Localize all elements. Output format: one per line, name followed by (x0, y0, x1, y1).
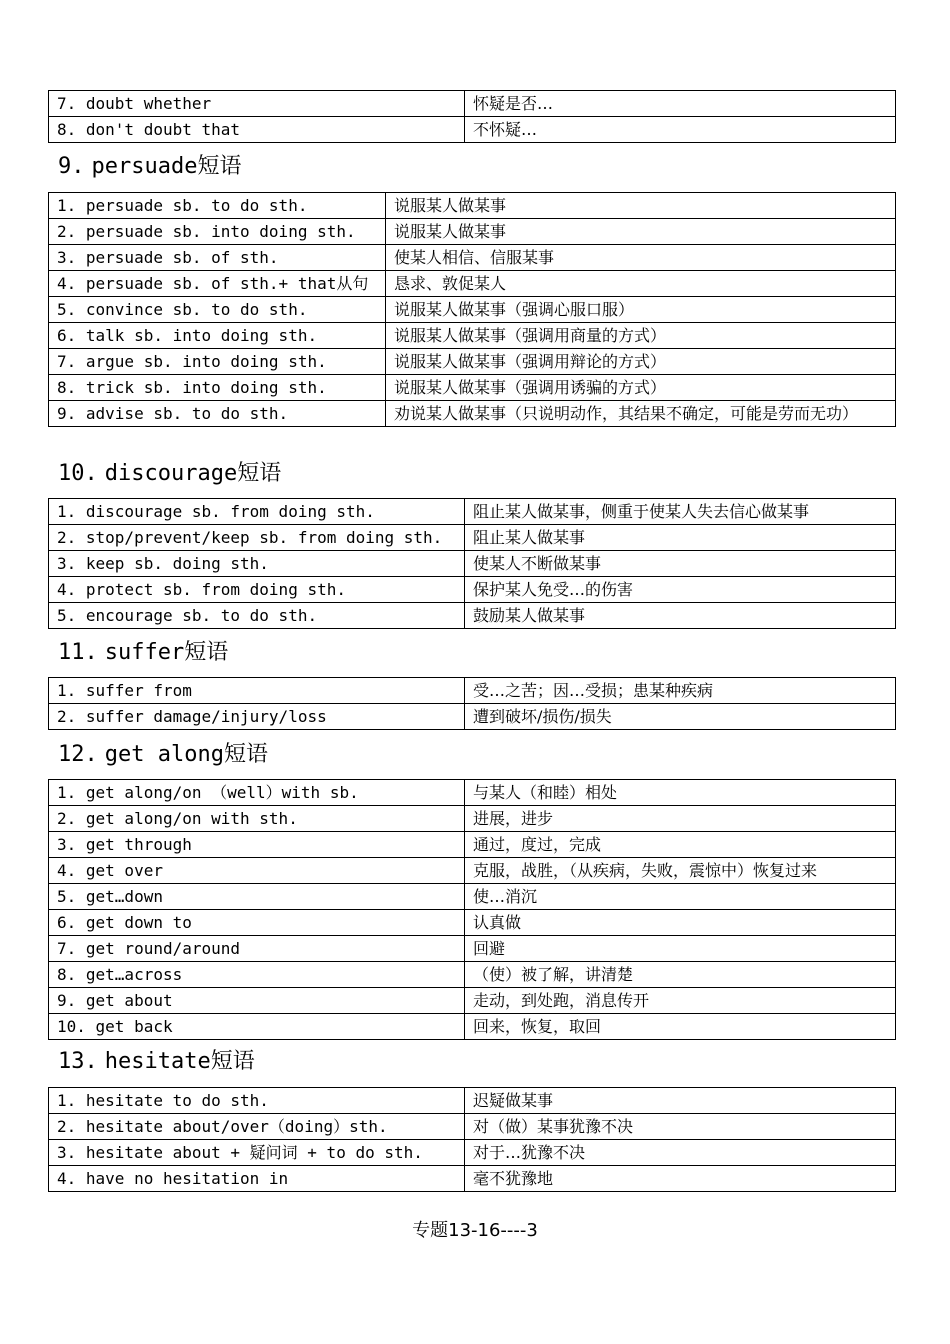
page-footer: 专题13-16----3 (412, 1220, 538, 1241)
phrase-en: 5. get…down (49, 884, 465, 910)
table-row (49, 525, 896, 551)
phrase-zh: 使某人相信、信服某事 (386, 245, 896, 271)
phrase-zh: 认真做 (465, 910, 896, 936)
table-row (49, 117, 896, 143)
table-row (49, 858, 896, 884)
section-word: discourage (104, 461, 238, 486)
table-row (49, 375, 896, 401)
section-number: 11. (58, 640, 98, 665)
phrase-zh: 与某人（和睦）相处 (465, 780, 896, 806)
phrase-en: 3. persuade sb. of sth. (49, 245, 386, 271)
phrase-zh: 说服某人做某事（强调用辩论的方式） (386, 349, 896, 375)
table-row (49, 704, 896, 730)
table-row (49, 678, 896, 704)
phrase-zh: 阻止某人做某事 (465, 525, 896, 551)
table-row (49, 910, 896, 936)
table-row (49, 219, 896, 245)
table-row (49, 91, 896, 117)
section-heading-get-along (58, 740, 268, 770)
phrase-table-get-along (48, 779, 896, 1040)
phrase-table-suffer (48, 677, 896, 730)
phrase-en: 3. keep sb. doing sth. (49, 551, 465, 577)
section-suffix: 短语 (184, 640, 229, 665)
section-heading-suffer (58, 638, 228, 668)
section-word: suffer (104, 640, 185, 665)
phrase-en: 1. discourage sb. from doing sth. (49, 499, 465, 525)
phrase-en: 5. convince sb. to do sth. (49, 297, 386, 323)
phrase-en: 1. hesitate to do sth. (49, 1088, 465, 1114)
phrase-zh: 怀疑是否… (465, 91, 896, 117)
table-row (49, 832, 896, 858)
phrase-en: 10. get back (49, 1014, 465, 1040)
phrase-zh: 走动，到处跑，消息传开 (465, 988, 896, 1014)
phrase-en: 4. get over (49, 858, 465, 884)
phrase-table-doubt (48, 90, 896, 143)
phrase-en: 9. get about (49, 988, 465, 1014)
section-word: get along (104, 742, 224, 767)
phrase-zh: 劝说某人做某事（只说明动作，其结果不确定，可能是劳而无功） (386, 401, 896, 427)
phrase-en: 9. advise sb. to do sth. (49, 401, 386, 427)
table-row (49, 323, 896, 349)
table-row (49, 884, 896, 910)
phrase-zh: 不怀疑… (465, 117, 896, 143)
table-row (49, 297, 896, 323)
section-suffix: 短语 (197, 154, 242, 179)
phrase-zh: 保护某人免受…的伤害 (465, 577, 896, 603)
table-row (49, 1014, 896, 1040)
phrase-en: 8. don't doubt that (49, 117, 465, 143)
phrase-en: 4. have no hesitation in (49, 1166, 465, 1192)
phrase-zh: 毫不犹豫地 (465, 1166, 896, 1192)
phrase-en: 1. persuade sb. to do sth. (49, 193, 386, 219)
phrase-en: 7. get round/around (49, 936, 465, 962)
section-word: persuade (91, 154, 198, 179)
phrase-en: 8. trick sb. into doing sth. (49, 375, 386, 401)
phrase-en: 6. get down to (49, 910, 465, 936)
phrase-table-hesitate (48, 1087, 896, 1192)
phrase-en: 3. hesitate about + 疑问词 + to do sth. (49, 1140, 465, 1166)
table-row (49, 806, 896, 832)
phrase-en: 7. doubt whether (49, 91, 465, 117)
table-row (49, 401, 896, 427)
phrase-zh: 进展，进步 (465, 806, 896, 832)
phrase-en: 2. persuade sb. into doing sth. (49, 219, 386, 245)
phrase-zh: 通过，度过，完成 (465, 832, 896, 858)
table-row (49, 1088, 896, 1114)
phrase-en: 3. get through (49, 832, 465, 858)
phrase-zh: 说服某人做某事（强调用诱骗的方式） (386, 375, 896, 401)
section-word: hesitate (104, 1049, 211, 1074)
phrase-zh: 回避 (465, 936, 896, 962)
phrase-zh: 迟疑做某事 (465, 1088, 896, 1114)
phrase-zh: 说服某人做某事 (386, 193, 896, 219)
table-row (49, 962, 896, 988)
phrase-zh: 说服某人做某事（强调用商量的方式） (386, 323, 896, 349)
phrase-zh: 克服，战胜，（从疾病，失败，震惊中）恢复过来 (465, 858, 896, 884)
phrase-en: 2. suffer damage/injury/loss (49, 704, 465, 730)
table-row (49, 349, 896, 375)
table-row (49, 936, 896, 962)
phrase-en: 7. argue sb. into doing sth. (49, 349, 386, 375)
phrase-en: 2. get along/on with sth. (49, 806, 465, 832)
section-heading-persuade (58, 152, 241, 182)
table-row (49, 193, 896, 219)
table-row (49, 499, 896, 525)
phrase-zh: 受…之苦；因…受损；患某种疾病 (465, 678, 896, 704)
phrase-en: 1. get along/on （well）with sb. (49, 780, 465, 806)
phrase-zh: 阻止某人做某事，侧重于使某人失去信心做某事 (465, 499, 896, 525)
phrase-zh: 使…消沉 (465, 884, 896, 910)
section-number: 10. (58, 461, 98, 486)
phrase-en: 8. get…across (49, 962, 465, 988)
section-suffix: 短语 (223, 742, 268, 767)
table-row (49, 780, 896, 806)
phrase-en: 4. persuade sb. of sth.+ that从句 (49, 271, 386, 297)
phrase-zh: 说服某人做某事（强调心服口服） (386, 297, 896, 323)
phrase-zh: 使某人不断做某事 (465, 551, 896, 577)
table-row (49, 1166, 896, 1192)
table-row (49, 988, 896, 1014)
phrase-zh: （使）被了解，讲清楚 (465, 962, 896, 988)
section-heading-hesitate (58, 1047, 255, 1077)
phrase-en: 2. stop/prevent/keep sb. from doing sth. (49, 525, 465, 551)
table-row (49, 245, 896, 271)
phrase-zh: 说服某人做某事 (386, 219, 896, 245)
phrase-en: 5. encourage sb. to do sth. (49, 603, 465, 629)
phrase-zh: 对于…犹豫不决 (465, 1140, 896, 1166)
table-row (49, 577, 896, 603)
table-row (49, 1140, 896, 1166)
phrase-en: 4. protect sb. from doing sth. (49, 577, 465, 603)
section-number: 13. (58, 1049, 98, 1074)
table-row (49, 603, 896, 629)
section-heading-discourage (58, 459, 281, 489)
phrase-zh: 遭到破坏/损伤/损失 (465, 704, 896, 730)
phrase-zh: 恳求、敦促某人 (386, 271, 896, 297)
phrase-table-persuade (48, 192, 896, 427)
phrase-zh: 鼓励某人做某事 (465, 603, 896, 629)
table-row (49, 551, 896, 577)
phrase-zh: 对（做）某事犹豫不决 (465, 1114, 896, 1140)
section-number: 9. (58, 154, 85, 179)
table-row (49, 1114, 896, 1140)
section-suffix: 短语 (210, 1049, 255, 1074)
phrase-zh: 回来，恢复，取回 (465, 1014, 896, 1040)
table-row (49, 271, 896, 297)
section-number: 12. (58, 742, 98, 767)
phrase-en: 1. suffer from (49, 678, 465, 704)
phrase-en: 6. talk sb. into doing sth. (49, 323, 386, 349)
phrase-table-discourage (48, 498, 896, 629)
section-suffix: 短语 (237, 461, 282, 486)
phrase-en: 2. hesitate about/over（doing）sth. (49, 1114, 465, 1140)
